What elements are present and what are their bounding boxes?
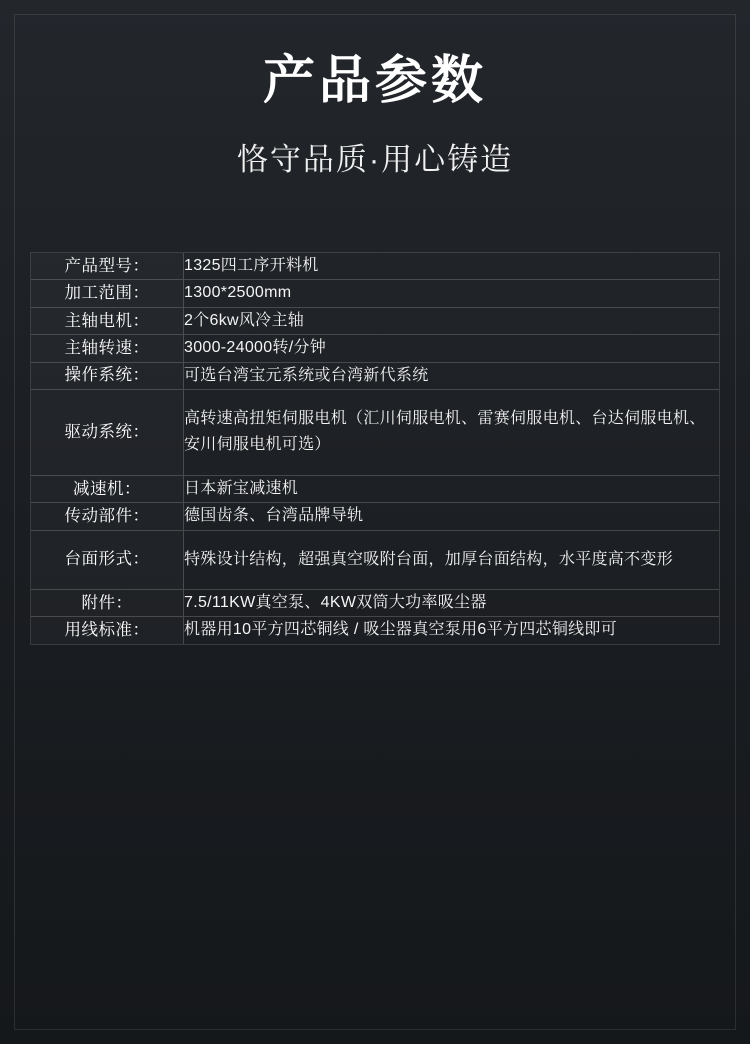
table-row — [31, 503, 719, 530]
spec-label: 加工范围： — [31, 280, 184, 307]
spec-value: 德国齿条、台湾品牌导轨 — [184, 507, 364, 525]
spec-label: 主轴转速： — [31, 335, 184, 362]
table-row — [31, 253, 719, 280]
spec-value: 1300*2500mm — [184, 284, 292, 302]
spec-label: 产品型号： — [31, 253, 184, 280]
page-title: 产品参数 — [262, 52, 487, 110]
spec-label: 驱动系统： — [31, 389, 184, 475]
page-subtitle: 恪守品质·用心铸造 — [236, 141, 514, 177]
table-row — [31, 280, 719, 307]
spec-value: 1325四工序开料机 — [184, 257, 319, 274]
spec-value: 日本新宝减速机 — [184, 479, 299, 497]
table-row — [31, 307, 719, 334]
spec-value: 可选台湾宝元系统或台湾新代系统 — [184, 366, 429, 384]
spec-label: 减速机： — [31, 475, 184, 502]
spec-label: 台面形式： — [31, 530, 184, 589]
page-header — [0, 0, 750, 179]
spec-value: 高转速高扭矩伺服电机（汇川伺服电机、雷赛伺服电机、台达伺服电机、安川伺服电机可选） — [184, 409, 706, 454]
table-row — [31, 589, 719, 616]
spec-table-container — [30, 252, 720, 645]
spec-value: 特殊设计结构，超强真空吸附台面，加厚台面结构，水平度高不变形 — [184, 550, 674, 568]
table-row — [31, 475, 719, 502]
table-row — [31, 389, 719, 475]
spec-label: 用线标准： — [31, 617, 184, 644]
spec-value: 7.5/11KW真空泵、4KW双筒大功率吸尘器 — [184, 593, 487, 611]
spec-value: 3000-24000转/分钟 — [184, 339, 327, 357]
spec-label: 传动部件： — [31, 503, 184, 530]
table-row — [31, 617, 719, 644]
table-row — [31, 335, 719, 362]
table-row — [31, 362, 719, 389]
spec-label: 主轴电机： — [31, 307, 184, 334]
spec-label: 附件： — [31, 589, 184, 616]
table-row — [31, 530, 719, 589]
spec-value: 机器用10平方四芯铜线 / 吸尘器真空泵用6平方四芯铜线即可 — [184, 621, 618, 639]
spec-value: 2个6kw风冷主轴 — [184, 311, 305, 329]
spec-label: 操作系统： — [31, 362, 184, 389]
spec-table — [31, 253, 719, 644]
